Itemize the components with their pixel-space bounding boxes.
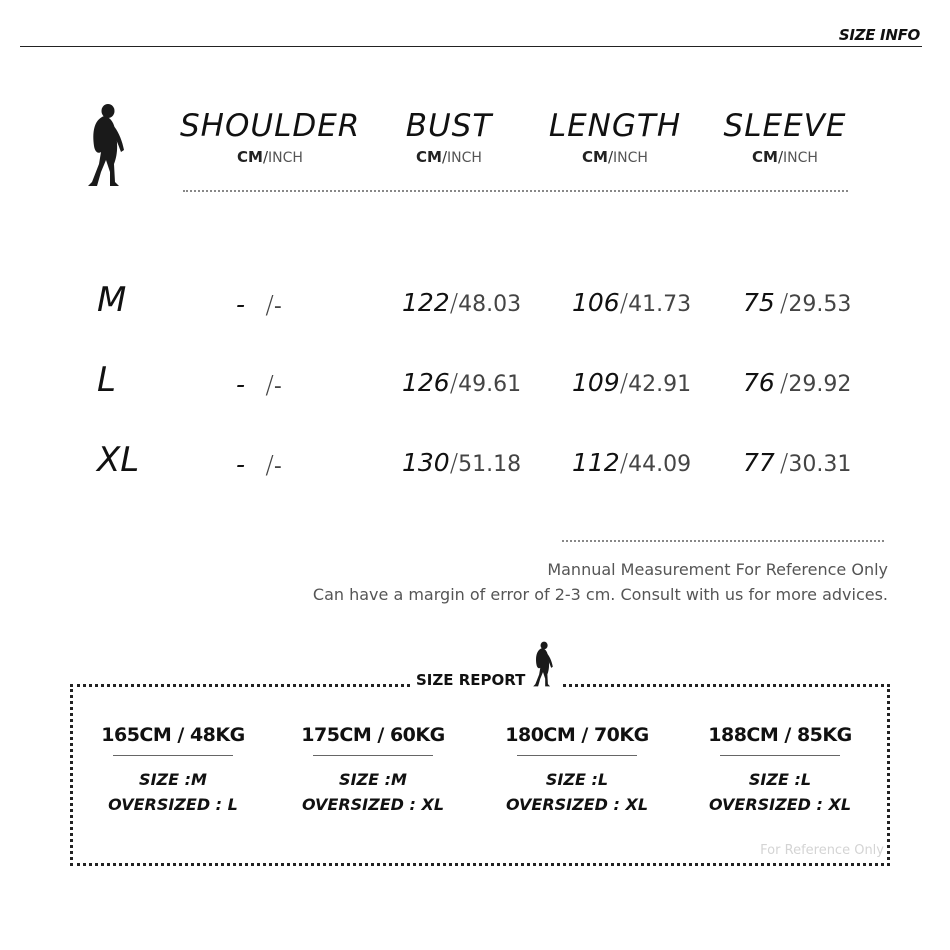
note-measurement: Mannual Measurement For Reference Only <box>547 560 888 579</box>
size-label-xl: XL <box>97 440 140 480</box>
size-label-m: M <box>97 280 127 320</box>
size-report-entry <box>685 724 875 817</box>
cell-bust-xl: 130/51.18 <box>402 448 522 477</box>
cell-shoulder-xl: - /- <box>236 450 282 479</box>
oversized-size: OVERSIZED : L <box>108 795 238 814</box>
column-unit: CM/INCH <box>582 148 648 166</box>
size-report-title: SIZE REPORT <box>416 671 526 689</box>
cell-shoulder-m: - /- <box>236 290 282 319</box>
notes-dotted-divider <box>562 540 884 542</box>
size-label-l: L <box>97 360 116 400</box>
height-weight: 180CM / 70KG <box>505 724 649 746</box>
header-dotted-divider <box>183 190 848 192</box>
height-weight: 188CM / 85KG <box>708 724 852 746</box>
column-header-length <box>545 108 685 166</box>
cell-sleeve-m: 75 /29.53 <box>743 288 852 317</box>
ape-figure-icon <box>531 640 555 692</box>
recommended-size: SIZE :M <box>339 770 407 789</box>
recommended-size: SIZE :L <box>545 770 609 789</box>
size-report-entry <box>78 724 268 817</box>
entry-underline <box>720 755 840 756</box>
oversized-size: OVERSIZED : XL <box>505 795 649 814</box>
column-name: SHOULDER <box>180 108 361 144</box>
entry-underline <box>313 755 433 756</box>
size-report-entry <box>278 724 468 817</box>
entry-underline <box>113 755 233 756</box>
cell-length-l: 109/42.91 <box>572 368 692 397</box>
cell-shoulder-l: - /- <box>236 370 282 399</box>
note-margin-of-error: Can have a margin of error of 2-3 cm. Consult with us for more advices. <box>312 585 888 604</box>
entry-underline <box>517 755 637 756</box>
oversized-size: OVERSIZED : XL <box>708 795 852 814</box>
cell-sleeve-xl: 77 /30.31 <box>743 448 852 477</box>
cell-length-m: 106/41.73 <box>572 288 692 317</box>
column-header-shoulder <box>180 108 360 166</box>
ape-figure-icon <box>84 102 128 188</box>
reference-footnote: For Reference Only <box>760 843 884 858</box>
column-unit: CM/INCH <box>752 148 818 166</box>
height-weight: 175CM / 60KG <box>301 724 445 746</box>
header-divider <box>20 46 922 47</box>
cell-sleeve-l: 76 /29.92 <box>743 368 852 397</box>
oversized-size: OVERSIZED : XL <box>301 795 445 814</box>
column-name: LENGTH <box>548 108 682 144</box>
page-title: SIZE INFO <box>838 26 920 44</box>
height-weight: 165CM / 48KG <box>101 724 245 746</box>
column-header-bust <box>388 108 510 166</box>
column-name: SLEEVE <box>723 108 847 144</box>
column-unit: CM/INCH <box>416 148 482 166</box>
column-unit: CM/INCH <box>237 148 303 166</box>
size-report-header <box>410 640 561 692</box>
recommended-size: SIZE :L <box>748 770 812 789</box>
cell-bust-m: 122/48.03 <box>402 288 522 317</box>
recommended-size: SIZE :M <box>139 770 207 789</box>
column-name: BUST <box>405 108 493 144</box>
size-report-entry <box>482 724 672 817</box>
cell-length-xl: 112/44.09 <box>572 448 692 477</box>
column-header-sleeve <box>722 108 848 166</box>
cell-bust-l: 126/49.61 <box>402 368 522 397</box>
